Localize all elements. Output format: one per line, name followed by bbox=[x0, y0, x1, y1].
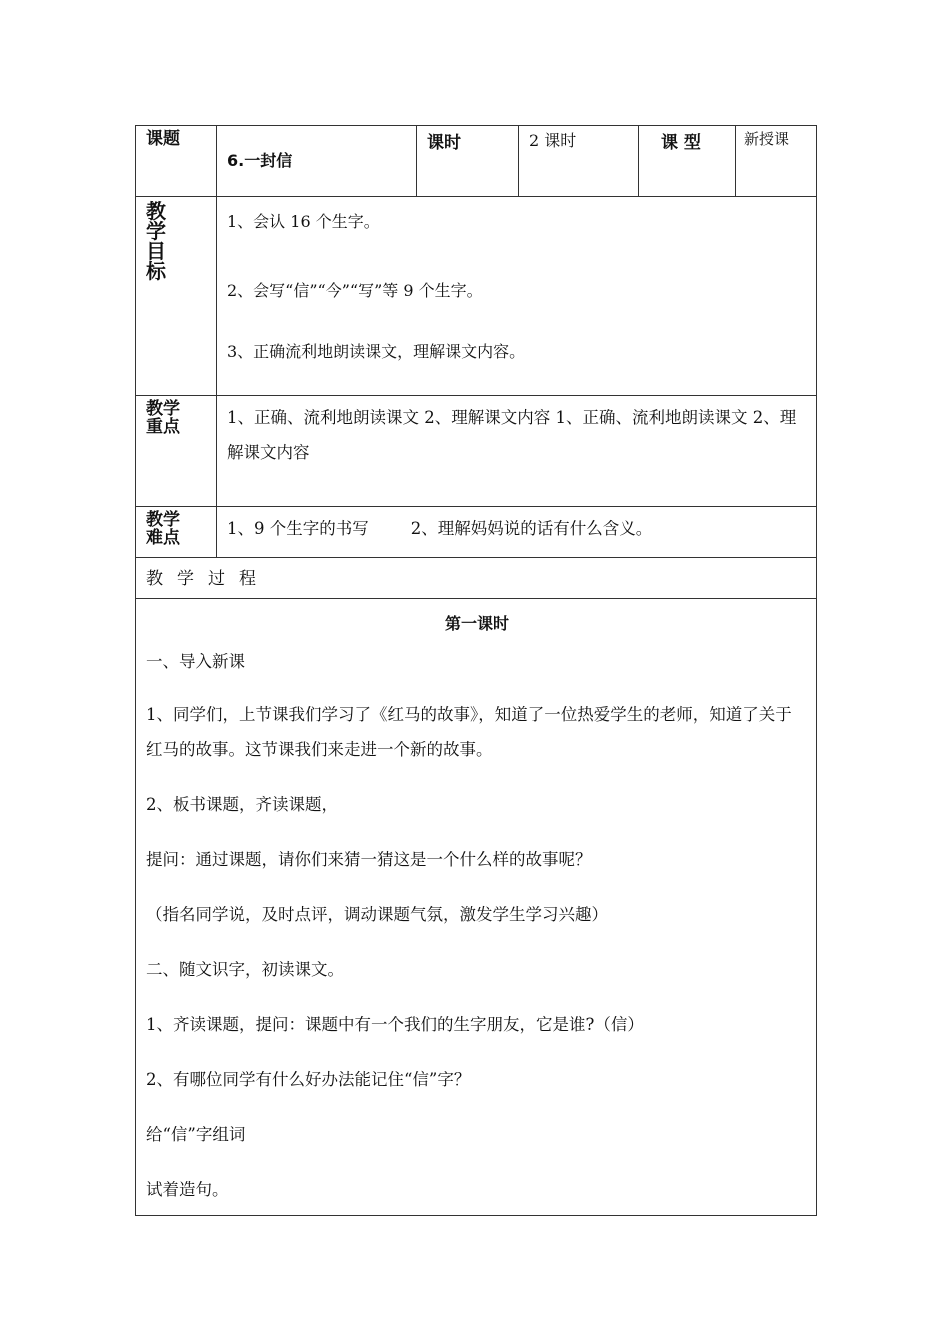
goals-label-text: 教学目标 bbox=[146, 199, 166, 283]
difficulty-content: 1、9 个生字的书写 2、理解妈妈说的话有什么含义。 bbox=[217, 507, 817, 558]
difficulty-row bbox=[136, 507, 817, 558]
goal-item: 3、正确流利地朗读课文，理解课文内容。 bbox=[227, 342, 526, 361]
process-label: 教学过程 bbox=[136, 558, 817, 599]
hours-value: 2 课时 bbox=[519, 126, 639, 197]
type-label: 课 型 bbox=[639, 126, 736, 197]
lesson-paragraph: 二、随文识字，初读课文。 bbox=[146, 960, 344, 979]
goals-row bbox=[136, 197, 817, 396]
lesson-plan-table bbox=[135, 125, 817, 1216]
focus-content: 1、正确、流利地朗读课文 2、理解课文内容 1、正确、流利地朗读课文 2、理解课文内容 bbox=[217, 396, 817, 507]
topic-label: 课题 bbox=[136, 126, 217, 197]
focus-label-text: 教学重点 bbox=[146, 399, 180, 437]
lesson-heading: 第一课时 bbox=[444, 614, 509, 633]
lesson-body bbox=[136, 599, 817, 1216]
topic-value: 6.一封信 bbox=[217, 126, 417, 197]
focus-row bbox=[136, 396, 817, 507]
hours-label: 课时 bbox=[417, 126, 519, 197]
lesson-paragraph: 1、齐读课题，提问：课题中有一个我们的生字朋友，它是谁?（信） bbox=[146, 1015, 644, 1034]
difficulty-label-text: 教学难点 bbox=[146, 510, 180, 548]
goal-item: 2、会写“信”“今”“写”等 9 个生字。 bbox=[227, 281, 483, 300]
difficulty-label bbox=[136, 507, 217, 558]
type-value: 新授课 bbox=[736, 126, 817, 197]
lesson-paragraph: 一、导入新课 bbox=[146, 652, 245, 671]
lesson-paragraph: （指名同学说，及时点评，调动课题气氛，激发学生学习兴趣） bbox=[146, 905, 608, 924]
process-row bbox=[136, 558, 817, 599]
goals-label bbox=[136, 197, 217, 396]
lesson-paragraph: 2、板书课题，齐读课题， bbox=[146, 795, 338, 814]
lesson-paragraph: 试着造句。 bbox=[146, 1180, 229, 1199]
header-row bbox=[136, 126, 817, 197]
goals-content bbox=[217, 197, 817, 396]
focus-label bbox=[136, 396, 217, 507]
lesson-paragraph: 给“信”字组词 bbox=[146, 1125, 246, 1144]
lesson-paragraph: 2、有哪位同学有什么好办法能记住“信”字？ bbox=[146, 1070, 471, 1089]
lesson-body-row bbox=[136, 599, 817, 1216]
lesson-paragraph: 1、同学们，上节课我们学习了《红马的故事》，知道了一位热爱学生的老师，知道了关于红马的故事。这节课我们来走进一个新的故事。 bbox=[146, 705, 792, 759]
goal-item: 1、会认 16 个生字。 bbox=[227, 212, 380, 231]
lesson-paragraph: 提问：通过课题，请你们来猜一猜这是一个什么样的故事呢？ bbox=[146, 850, 592, 869]
